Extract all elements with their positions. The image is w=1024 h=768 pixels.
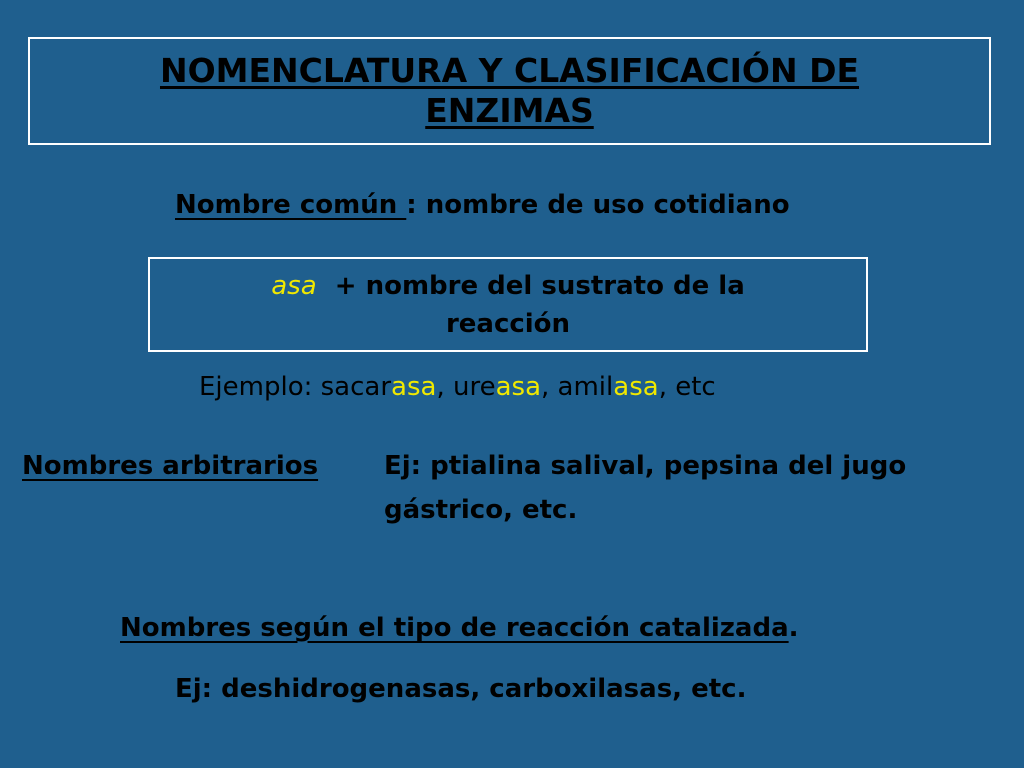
nombre-comun-line — [175, 190, 790, 220]
tipo-reaccion-dot: . — [788, 613, 799, 643]
tipo-reaccion-line — [120, 613, 799, 643]
tipo-reaccion-example: Ej: deshidrogenasas, carboxilasas, etc. — [175, 674, 747, 704]
slide-title-line-1: NOMENCLATURA Y CLASIFICACIÓN DE — [159, 51, 860, 90]
title-box — [28, 37, 991, 145]
ejemplo-sep-1: , — [436, 372, 453, 402]
arbitrarios-label: Nombres arbitrarios — [22, 451, 319, 481]
ejemplo-word-1-suffix: asa — [391, 372, 437, 402]
formula-line-2: reacción — [445, 308, 571, 339]
ejemplo-word-3-root: amil — [557, 372, 614, 402]
arbitrarios-example-line-2: gástrico, etc. — [384, 495, 578, 525]
ejemplo-line — [199, 372, 716, 402]
slide-title-line-2: ENZIMAS — [425, 91, 594, 130]
nombre-comun-label: Nombre común — [175, 190, 407, 220]
nombre-comun-text: : nombre de uso cotidiano — [406, 190, 790, 220]
ejemplo-tail: , etc — [658, 372, 716, 402]
ejemplo-word-3-suffix: asa — [613, 372, 659, 402]
formula-suffix: asa — [271, 270, 317, 301]
arbitrarios-example-line-1: Ej: ptialina salival, pepsina del jugo — [384, 451, 907, 481]
formula-box — [148, 257, 868, 352]
ejemplo-sep-2: , — [541, 372, 558, 402]
tipo-reaccion-label: Nombres según el tipo de reacción catalizada — [120, 613, 789, 643]
ejemplo-word-2-root: ure — [453, 372, 496, 402]
ejemplo-word-2-suffix: asa — [495, 372, 542, 402]
formula-text: + nombre del sustrato de la — [316, 270, 745, 301]
formula-line-1 — [271, 267, 745, 305]
ejemplo-word-1-root: sacar — [320, 372, 392, 402]
ejemplo-prefix: Ejemplo: — [199, 372, 321, 402]
